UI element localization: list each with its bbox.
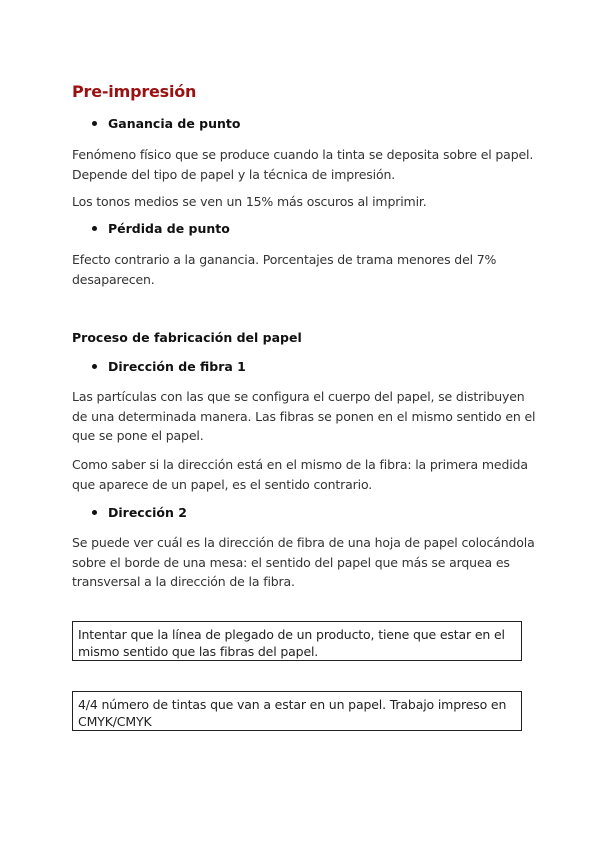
paragraph: Las partículas con las que se configura el cuerpo del papel, se distribuyen de una determinada manera. Las fibras se ponen en el mismo sentido en el que se pone el papel. <box>72 389 536 443</box>
bullet-heading: Pérdida de punto <box>108 221 230 236</box>
note-box: Intentar que la línea de plegado de un producto, tiene que estar en el mismo sentido que las fibras del papel. <box>72 621 522 661</box>
paragraph: Los tonos medios se ven un 15% más oscuros al imprimir. <box>72 194 427 209</box>
paragraph: Se puede ver cuál es la dirección de fibra de una hoja de papel colocándola sobre el borde de una mesa: el sentido del papel que más se arquea es transversal a la dirección de la fibra. <box>72 535 535 589</box>
paragraph: Efecto contrario a la ganancia. Porcentajes de trama menores del 7% desaparecen. <box>72 252 497 287</box>
bullet-dot-icon <box>92 226 97 231</box>
bullet-dot-icon <box>92 510 97 515</box>
section-title-pre-impresion: Pre-impresión <box>72 82 197 101</box>
bullet-dot-icon <box>92 364 97 369</box>
bullet-direccion-de-fibra-1 <box>92 359 246 374</box>
bullet-perdida-de-punto <box>92 221 230 236</box>
bullet-heading: Dirección de fibra 1 <box>108 359 246 374</box>
bullet-heading: Dirección 2 <box>108 505 187 520</box>
paragraph: Como saber si la dirección está en el mismo de la fibra: la primera medida que aparece de un papel, es el sentido contrario. <box>72 457 528 492</box>
note-box: 4/4 número de tintas que van a estar en un papel. Trabajo impreso en CMYK/CMYK <box>72 691 522 731</box>
bullet-heading: Ganancia de punto <box>108 116 241 131</box>
paragraph: Fenómeno físico que se produce cuando la tinta se deposita sobre el papel. Depende del tipo de papel y la técnica de impresión. <box>72 147 534 182</box>
bullet-dot-icon <box>92 121 97 126</box>
bullet-direccion-2 <box>92 505 187 520</box>
bullet-ganancia-de-punto <box>92 116 241 131</box>
section-title-proceso-fabricacion: Proceso de fabricación del papel <box>72 330 302 345</box>
